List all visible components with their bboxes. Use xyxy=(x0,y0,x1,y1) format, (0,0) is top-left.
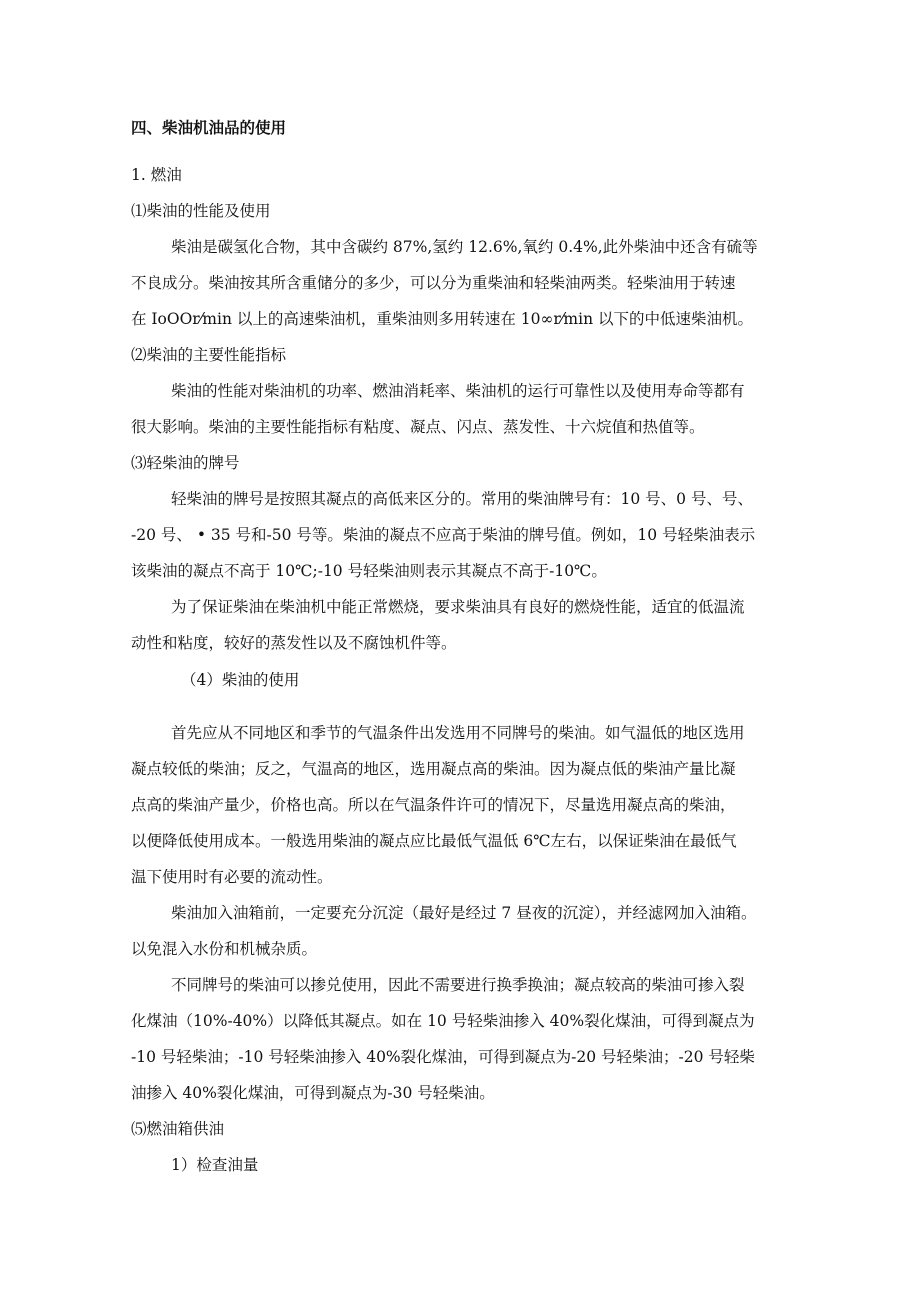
heading-diesel-usage: （4）柴油的使用 xyxy=(181,671,300,689)
paragraph-line: 温下使用时有必要的流动性。 xyxy=(131,868,333,886)
paragraph-line: 该柴油的凝点不高于 10℃;-10 号轻柴油则表示其凝点不高于-10℃。 xyxy=(131,562,607,580)
paragraph-line: 轻柴油的牌号是按照其凝点的高低来区分的。常用的柴油牌号有：10 号、0 号、号、 xyxy=(171,490,753,508)
paragraph-line: 柴油的性能对柴油机的功率、燃油消耗率、柴油机的运行可靠性以及使用寿命等都有 xyxy=(171,382,745,400)
paragraph-line: 凝点较低的柴油；反之，气温高的地区，选用凝点高的柴油。因为凝点低的柴油产量比凝 xyxy=(131,760,736,778)
heading-fuel: 1. 燃油 xyxy=(131,166,182,184)
paragraph-line: 以便降低使用成本。一般选用柴油的凝点应比最低气温低 6℃左右，以保证柴油在最低气 xyxy=(131,832,737,850)
paragraph-line: 以免混入水份和机械杂质。 xyxy=(131,940,318,958)
paragraph-line: 不同牌号的柴油可以掺兑使用，因此不需要进行换季换油；凝点较高的柴油可掺入裂 xyxy=(171,976,745,994)
section-title: 四、柴油机油品的使用 xyxy=(131,119,287,137)
heading-fuel-tank-supply: ⑸燃油箱供油 xyxy=(131,1120,225,1138)
paragraph-line: 在 IoOOr⁄min 以上的高速柴油机，重柴油则多用转速在 10∞r⁄min 以下的中低速柴油机。 xyxy=(131,310,753,328)
paragraph-line: -10 号轻柴油；-10 号轻柴油掺入 40%裂化煤油，可得到凝点为-20 号轻柴油；-20 号轻柴 xyxy=(131,1048,755,1066)
paragraph-line: 化煤油（10%-40%）以降低其凝点。如在 10 号轻柴油掺入 40%裂化煤油，可得到凝点为 xyxy=(131,1012,755,1030)
heading-check-fuel-level: 1）检查油量 xyxy=(171,1156,259,1174)
paragraph-line: 油掺入 40%裂化煤油，可得到凝点为-30 号轻柴油。 xyxy=(131,1084,495,1102)
heading-light-diesel-grades: ⑶轻柴油的牌号 xyxy=(131,454,240,472)
paragraph-line: 柴油是碳氢化合物，其中含碳约 87%,氢约 12.6%,氧约 0.4%,此外柴油中还含有硫等 xyxy=(171,238,758,256)
paragraph-line: 柴油加入油箱前，一定要充分沉淀（最好是经过 7 昼夜的沉淀），并经滤网加入油箱。 xyxy=(171,904,757,922)
paragraph-line: 点高的柴油产量少，价格也高。所以在气温条件许可的情况下，尽量选用凝点高的柴油， xyxy=(131,796,736,814)
heading-diesel-properties: ⑴柴油的性能及使用 xyxy=(131,202,271,220)
paragraph-line: -20 号、 • 35 号和-50 号等。柴油的凝点不应高于柴油的牌号值。例如，10 号轻柴油表示 xyxy=(131,526,756,544)
paragraph-line: 不良成分。柴油按其所含重储分的多少，可以分为重柴油和轻柴油两类。轻柴油用于转速 xyxy=(131,274,736,292)
paragraph-line: 很大影响。柴油的主要性能指标有粘度、凝点、闪点、蒸发性、十六烷值和热值等。 xyxy=(131,418,705,436)
paragraph-line: 首先应从不同地区和季节的气温条件出发选用不同牌号的柴油。如气温低的地区选用 xyxy=(171,724,745,742)
paragraph-line: 为了保证柴油在柴油机中能正常燃烧，要求柴油具有良好的燃烧性能，适宜的低温流 xyxy=(171,598,745,616)
paragraph-line: 动性和粘度，较好的蒸发性以及不腐蚀机件等。 xyxy=(131,634,457,652)
heading-performance-indicators: ⑵柴油的主要性能指标 xyxy=(131,346,287,364)
